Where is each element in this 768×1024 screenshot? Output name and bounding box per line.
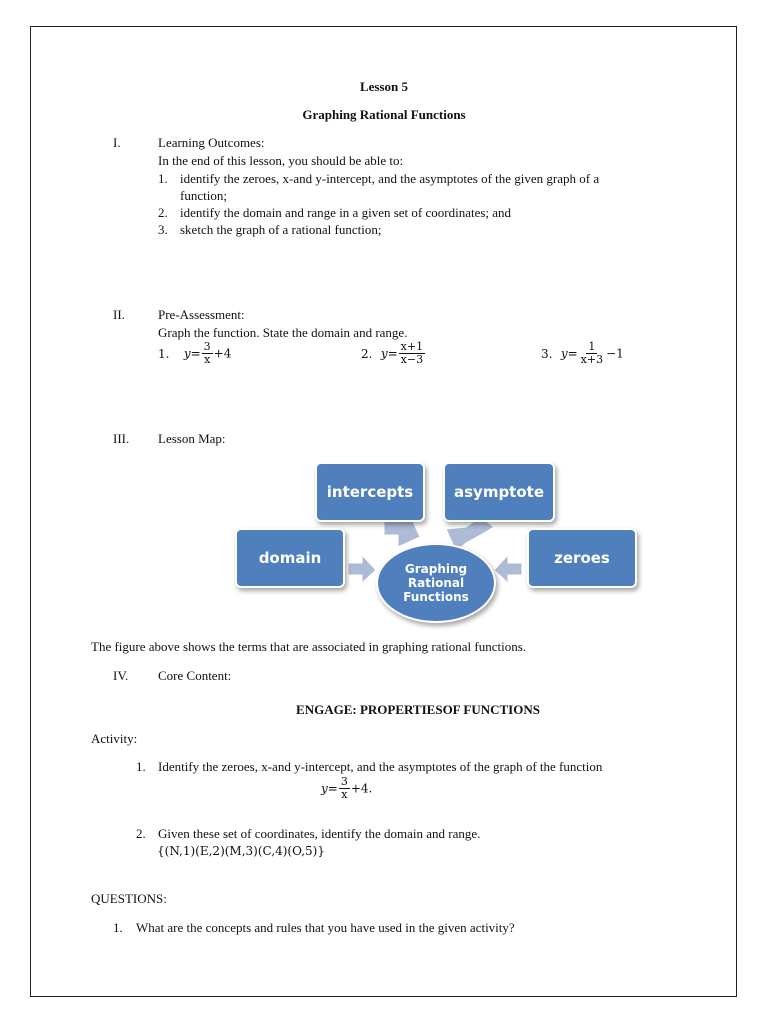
section-1-intro: In the end of this lesson, you should be able to: [158, 153, 404, 168]
activity-function: y= $\frac{3}{x}$ +4. [321, 775, 373, 801]
question-text: What are the concepts and rules that you have used in the given activity? [136, 920, 515, 935]
section-4-heading: Core Content: [158, 668, 232, 683]
activity-label: Activity: [91, 731, 138, 746]
arrow-zeroes [494, 555, 522, 583]
activity-text: Identify the zeroes, x-and y-intercept, and the asymptotes of the graph of the function [158, 759, 603, 774]
section-1-numeral: I. [113, 135, 121, 150]
problem-3: 3. y= $\frac{1}{x+3}$ −1 [541, 340, 624, 366]
section-2-instruction: Graph the function. State the domain and range. [158, 325, 408, 340]
coordinate-set: {(N,1)(E,2)(M,3)(C,4)(O,5)} [157, 844, 325, 858]
node-center-graphing-rational-functions: Graphing Rational Functions [376, 543, 496, 623]
outcome-text: sketch the graph of a rational function; [180, 222, 382, 237]
node-intercepts: intercepts [315, 462, 425, 522]
section-4-numeral: IV. [113, 668, 129, 683]
section-2-heading: Pre-Assessment: [158, 307, 245, 322]
section-1-heading: Learning Outcomes: [158, 135, 265, 150]
outcome-text: identify the domain and range in a given set of coordinates; and [180, 205, 512, 220]
node-asymptote: asymptote [443, 462, 555, 522]
activity-number: 1. [136, 759, 146, 774]
activity-text: Given these set of coordinates, identify the domain and range. [158, 826, 481, 841]
arrow-domain [348, 555, 376, 583]
node-zeroes: zeroes [527, 528, 637, 588]
problem-2: 2. y= $\frac{x+1}{x-3}$ [361, 340, 424, 366]
outcome-text-continued: function; [180, 188, 227, 203]
outcome-number: 1. [158, 171, 168, 186]
activity-number: 2. [136, 826, 146, 841]
outcome-number: 2. [158, 205, 168, 220]
section-3-heading: Lesson Map: [158, 431, 226, 446]
question-number: 1. [113, 920, 123, 935]
lesson-title: Graphing Rational Functions [302, 107, 466, 122]
node-domain: domain [235, 528, 345, 588]
questions-label: QUESTIONS: [91, 891, 167, 906]
engage-title: ENGAGE: PROPERTIESOF FUNCTIONS [296, 702, 540, 717]
section-2-numeral: II. [113, 307, 125, 322]
lesson-number: Lesson 5 [359, 79, 409, 94]
section-3-numeral: III. [113, 431, 130, 446]
outcome-text: identify the zeroes, x-and y-intercept, and the asymptotes of the given graph of a [180, 171, 600, 186]
problem-1: 1. y= $\frac{3}{x}$ +4 [158, 340, 232, 366]
outcome-number: 3. [158, 222, 168, 237]
diagram-caption: The figure above shows the terms that are associated in graphing rational functions. [91, 639, 527, 654]
